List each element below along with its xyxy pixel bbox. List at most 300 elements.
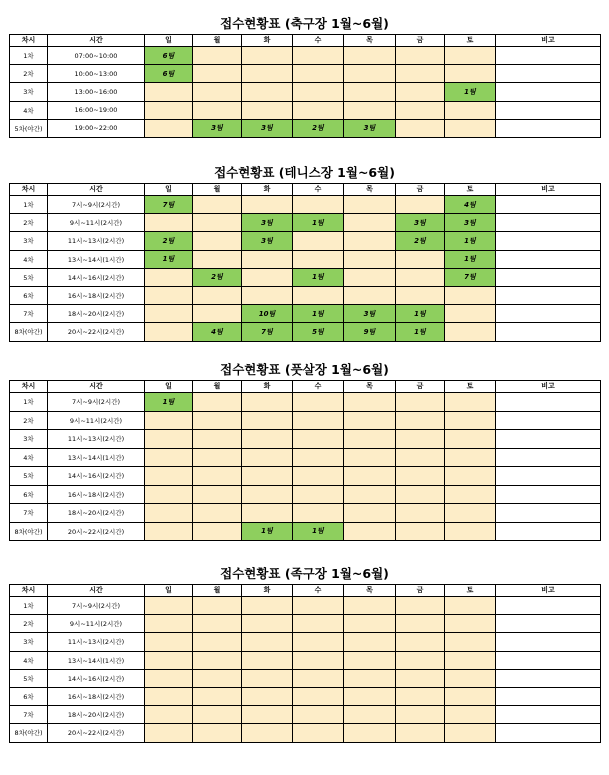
day-cell xyxy=(293,411,344,430)
note-cell xyxy=(496,485,601,504)
day-cell xyxy=(396,522,445,541)
column-header: 비고 xyxy=(496,184,601,196)
day-cell xyxy=(145,504,193,523)
slot-cell: 2차 xyxy=(10,65,48,83)
time-cell: 14시~16시(2시간) xyxy=(48,669,145,687)
day-cell xyxy=(193,411,242,430)
table-row xyxy=(10,268,601,286)
table-row xyxy=(10,485,601,504)
day-cell xyxy=(145,430,193,449)
table-row xyxy=(10,393,601,412)
note-cell xyxy=(496,393,601,412)
day-cell xyxy=(445,286,496,304)
column-header: 목 xyxy=(344,381,396,393)
day-cell xyxy=(396,706,445,724)
day-cell xyxy=(445,485,496,504)
day-cell xyxy=(344,232,396,250)
column-header: 수 xyxy=(293,184,344,196)
day-cell xyxy=(145,268,193,286)
booked-team-cell: 1팀 xyxy=(293,305,344,323)
note-cell xyxy=(496,323,601,341)
day-cell xyxy=(193,47,242,65)
day-cell xyxy=(193,83,242,101)
day-cell xyxy=(445,633,496,651)
table-row xyxy=(10,706,601,724)
day-cell xyxy=(396,286,445,304)
booked-team-cell: 3팀 xyxy=(445,214,496,232)
table-row xyxy=(10,430,601,449)
day-cell xyxy=(344,83,396,101)
time-cell: 11시~13시(2시간) xyxy=(48,430,145,449)
time-cell: 7시~9시(2시간) xyxy=(48,393,145,412)
day-cell xyxy=(193,724,242,742)
column-header: 금 xyxy=(396,35,445,47)
day-cell xyxy=(242,485,293,504)
day-cell xyxy=(193,687,242,705)
day-cell xyxy=(293,597,344,615)
booked-team-cell: 1팀 xyxy=(396,323,445,341)
table-row xyxy=(10,305,601,323)
day-cell xyxy=(445,448,496,467)
day-cell xyxy=(344,411,396,430)
day-cell xyxy=(193,467,242,486)
day-cell xyxy=(193,504,242,523)
day-cell xyxy=(445,651,496,669)
day-cell xyxy=(242,687,293,705)
day-cell xyxy=(293,724,344,742)
booked-team-cell: 1팀 xyxy=(293,214,344,232)
column-header: 월 xyxy=(193,381,242,393)
booked-team-cell: 1팀 xyxy=(293,268,344,286)
booked-team-cell: 6팀 xyxy=(145,47,193,65)
column-header: 화 xyxy=(242,585,293,597)
day-cell xyxy=(344,393,396,412)
column-header: 토 xyxy=(445,35,496,47)
slot-cell: 2차 xyxy=(10,214,48,232)
slot-cell: 1차 xyxy=(10,47,48,65)
day-cell xyxy=(396,651,445,669)
day-cell xyxy=(344,651,396,669)
day-cell xyxy=(445,411,496,430)
day-cell xyxy=(242,83,293,101)
booked-team-cell: 4팀 xyxy=(193,323,242,341)
column-header: 일 xyxy=(145,585,193,597)
column-header: 일 xyxy=(145,381,193,393)
day-cell xyxy=(242,286,293,304)
section-title: 접수현황표 (테니스장 1월~6월) xyxy=(214,165,395,180)
time-cell: 9시~11시(2시간) xyxy=(48,615,145,633)
day-cell xyxy=(445,305,496,323)
day-cell xyxy=(145,214,193,232)
time-cell: 18시~20시(2시간) xyxy=(48,504,145,523)
day-cell xyxy=(145,119,193,137)
booked-team-cell: 9팀 xyxy=(344,323,396,341)
day-cell xyxy=(242,706,293,724)
day-cell xyxy=(193,485,242,504)
booked-team-cell: 1팀 xyxy=(445,250,496,268)
slot-cell: 2차 xyxy=(10,615,48,633)
slot-cell: 4차 xyxy=(10,101,48,119)
day-cell xyxy=(344,485,396,504)
day-cell xyxy=(242,196,293,214)
time-cell: 16시~18시(2시간) xyxy=(48,485,145,504)
day-cell xyxy=(344,448,396,467)
table-row xyxy=(10,83,601,101)
slot-cell: 3차 xyxy=(10,83,48,101)
slot-cell: 7차 xyxy=(10,504,48,523)
day-cell xyxy=(293,615,344,633)
note-cell xyxy=(496,268,601,286)
slot-cell: 8차(야간) xyxy=(10,323,48,341)
day-cell xyxy=(396,250,445,268)
note-cell xyxy=(496,65,601,83)
column-header: 차시 xyxy=(10,585,48,597)
day-cell xyxy=(445,724,496,742)
booked-team-cell: 6팀 xyxy=(145,65,193,83)
day-cell xyxy=(396,47,445,65)
slot-cell: 1차 xyxy=(10,196,48,214)
column-header: 월 xyxy=(193,184,242,196)
day-cell xyxy=(293,83,344,101)
time-cell: 7시~9시(2시간) xyxy=(48,196,145,214)
note-cell xyxy=(496,651,601,669)
table-row xyxy=(10,504,601,523)
slot-cell: 4차 xyxy=(10,250,48,268)
section-title: 접수현황표 (족구장 1월~6월) xyxy=(220,566,389,581)
day-cell xyxy=(344,522,396,541)
column-header: 차시 xyxy=(10,184,48,196)
day-cell xyxy=(193,633,242,651)
note-cell xyxy=(496,250,601,268)
column-header: 비고 xyxy=(496,381,601,393)
day-cell xyxy=(242,597,293,615)
column-header: 수 xyxy=(293,381,344,393)
table-row xyxy=(10,467,601,486)
column-header: 토 xyxy=(445,381,496,393)
reception-status-section xyxy=(9,564,600,743)
table-row xyxy=(10,250,601,268)
header-row xyxy=(10,184,601,196)
day-cell xyxy=(344,504,396,523)
time-cell: 14시~16시(2시간) xyxy=(48,268,145,286)
day-cell xyxy=(242,615,293,633)
column-header: 금 xyxy=(396,381,445,393)
slot-cell: 3차 xyxy=(10,633,48,651)
day-cell xyxy=(445,615,496,633)
day-cell xyxy=(145,615,193,633)
section-title: 접수현황표 (축구장 1월~6월) xyxy=(220,16,389,31)
day-cell xyxy=(293,706,344,724)
note-cell xyxy=(496,448,601,467)
day-cell xyxy=(293,232,344,250)
day-cell xyxy=(396,119,445,137)
day-cell xyxy=(293,430,344,449)
column-header: 목 xyxy=(344,184,396,196)
time-cell: 18시~20시(2시간) xyxy=(48,706,145,724)
section-title: 접수현황표 (풋살장 1월~6월) xyxy=(220,362,389,377)
slot-cell: 1차 xyxy=(10,597,48,615)
day-cell xyxy=(396,633,445,651)
column-header: 목 xyxy=(344,35,396,47)
column-header: 시간 xyxy=(48,35,145,47)
day-cell xyxy=(293,448,344,467)
day-cell xyxy=(242,724,293,742)
day-cell xyxy=(396,485,445,504)
day-cell xyxy=(145,101,193,119)
day-cell xyxy=(445,101,496,119)
day-cell xyxy=(396,687,445,705)
note-cell xyxy=(496,430,601,449)
column-header: 화 xyxy=(242,35,293,47)
time-cell: 19:00~22:00 xyxy=(48,119,145,137)
note-cell xyxy=(496,615,601,633)
note-cell xyxy=(496,214,601,232)
time-cell: 9시~11시(2시간) xyxy=(48,411,145,430)
day-cell xyxy=(396,268,445,286)
day-cell xyxy=(145,706,193,724)
day-cell xyxy=(145,448,193,467)
table-row xyxy=(10,448,601,467)
column-header: 시간 xyxy=(48,381,145,393)
day-cell xyxy=(344,430,396,449)
column-header: 토 xyxy=(445,184,496,196)
reception-table xyxy=(9,34,601,138)
day-cell xyxy=(344,286,396,304)
day-cell xyxy=(145,522,193,541)
day-cell xyxy=(344,250,396,268)
table-row xyxy=(10,597,601,615)
time-cell: 20시~22시(2시간) xyxy=(48,323,145,341)
booked-team-cell: 3팀 xyxy=(242,214,293,232)
day-cell xyxy=(145,687,193,705)
table-row xyxy=(10,669,601,687)
day-cell xyxy=(145,724,193,742)
day-cell xyxy=(344,615,396,633)
day-cell xyxy=(396,430,445,449)
day-cell xyxy=(293,504,344,523)
day-cell xyxy=(445,706,496,724)
note-cell xyxy=(496,101,601,119)
day-cell xyxy=(242,430,293,449)
day-cell xyxy=(344,597,396,615)
day-cell xyxy=(193,448,242,467)
column-header: 시간 xyxy=(48,184,145,196)
note-cell xyxy=(496,196,601,214)
day-cell xyxy=(193,522,242,541)
column-header: 목 xyxy=(344,585,396,597)
slot-cell: 6차 xyxy=(10,687,48,705)
booked-team-cell: 1팀 xyxy=(445,83,496,101)
day-cell xyxy=(396,669,445,687)
time-cell: 11시~13시(2시간) xyxy=(48,232,145,250)
time-cell: 20시~22시(2시간) xyxy=(48,724,145,742)
booked-team-cell: 3팀 xyxy=(344,305,396,323)
reception-table xyxy=(9,380,601,541)
column-header: 월 xyxy=(193,585,242,597)
day-cell xyxy=(396,101,445,119)
column-header: 비고 xyxy=(496,35,601,47)
table-row xyxy=(10,724,601,742)
day-cell xyxy=(242,393,293,412)
day-cell xyxy=(396,411,445,430)
day-cell xyxy=(293,633,344,651)
day-cell xyxy=(193,196,242,214)
day-cell xyxy=(242,504,293,523)
day-cell xyxy=(445,504,496,523)
day-cell xyxy=(293,467,344,486)
day-cell xyxy=(242,448,293,467)
column-header: 토 xyxy=(445,585,496,597)
day-cell xyxy=(193,101,242,119)
day-cell xyxy=(242,651,293,669)
day-cell xyxy=(242,268,293,286)
note-cell xyxy=(496,706,601,724)
day-cell xyxy=(344,467,396,486)
time-cell: 10:00~13:00 xyxy=(48,65,145,83)
day-cell xyxy=(193,651,242,669)
note-cell xyxy=(496,633,601,651)
table-row xyxy=(10,47,601,65)
table-row xyxy=(10,633,601,651)
day-cell xyxy=(293,101,344,119)
header-row xyxy=(10,381,601,393)
time-cell: 11시~13시(2시간) xyxy=(48,633,145,651)
day-cell xyxy=(242,633,293,651)
booked-team-cell: 1팀 xyxy=(242,522,293,541)
day-cell xyxy=(293,651,344,669)
note-cell xyxy=(496,522,601,541)
slot-cell: 7차 xyxy=(10,305,48,323)
note-cell xyxy=(496,687,601,705)
column-header: 수 xyxy=(293,585,344,597)
slot-cell: 3차 xyxy=(10,430,48,449)
day-cell xyxy=(193,597,242,615)
day-cell xyxy=(242,467,293,486)
day-cell xyxy=(344,196,396,214)
table-row xyxy=(10,214,601,232)
slot-cell: 3차 xyxy=(10,232,48,250)
day-cell xyxy=(344,65,396,83)
day-cell xyxy=(293,250,344,268)
day-cell xyxy=(193,706,242,724)
day-cell xyxy=(193,250,242,268)
day-cell xyxy=(242,47,293,65)
day-cell xyxy=(445,47,496,65)
note-cell xyxy=(496,47,601,65)
day-cell xyxy=(193,286,242,304)
day-cell xyxy=(445,597,496,615)
day-cell xyxy=(396,448,445,467)
table-row xyxy=(10,615,601,633)
column-header: 화 xyxy=(242,381,293,393)
note-cell xyxy=(496,83,601,101)
day-cell xyxy=(396,615,445,633)
note-cell xyxy=(496,467,601,486)
booked-team-cell: 3팀 xyxy=(242,232,293,250)
table-row xyxy=(10,323,601,341)
day-cell xyxy=(193,615,242,633)
day-cell xyxy=(344,669,396,687)
booked-team-cell: 5팀 xyxy=(293,323,344,341)
column-header: 월 xyxy=(193,35,242,47)
day-cell xyxy=(344,47,396,65)
booked-team-cell: 2팀 xyxy=(145,232,193,250)
day-cell xyxy=(344,101,396,119)
day-cell xyxy=(445,669,496,687)
day-cell xyxy=(396,467,445,486)
time-cell: 9시~11시(2시간) xyxy=(48,214,145,232)
time-cell: 13시~14시(1시간) xyxy=(48,448,145,467)
day-cell xyxy=(396,65,445,83)
time-cell: 20시~22시(2시간) xyxy=(48,522,145,541)
booked-team-cell: 1팀 xyxy=(396,305,445,323)
day-cell xyxy=(344,687,396,705)
day-cell xyxy=(145,305,193,323)
column-header: 차시 xyxy=(10,381,48,393)
day-cell xyxy=(242,65,293,83)
day-cell xyxy=(193,232,242,250)
day-cell xyxy=(145,669,193,687)
day-cell xyxy=(242,411,293,430)
slot-cell: 5차 xyxy=(10,467,48,486)
booked-team-cell: 7팀 xyxy=(445,268,496,286)
note-cell xyxy=(496,504,601,523)
day-cell xyxy=(445,687,496,705)
table-row xyxy=(10,522,601,541)
note-cell xyxy=(496,669,601,687)
reception-status-section xyxy=(9,360,600,541)
column-header: 화 xyxy=(242,184,293,196)
table-row xyxy=(10,101,601,119)
day-cell xyxy=(145,411,193,430)
table-row xyxy=(10,65,601,83)
slot-cell: 5차 xyxy=(10,268,48,286)
day-cell xyxy=(344,633,396,651)
day-cell xyxy=(293,393,344,412)
table-row xyxy=(10,119,601,137)
day-cell xyxy=(445,323,496,341)
day-cell xyxy=(293,286,344,304)
note-cell xyxy=(496,411,601,430)
note-cell xyxy=(496,119,601,137)
time-cell: 7시~9시(2시간) xyxy=(48,597,145,615)
column-header: 차시 xyxy=(10,35,48,47)
day-cell xyxy=(293,47,344,65)
column-header: 수 xyxy=(293,35,344,47)
day-cell xyxy=(293,669,344,687)
column-header: 시간 xyxy=(48,585,145,597)
day-cell xyxy=(145,651,193,669)
time-cell: 16시~18시(2시간) xyxy=(48,286,145,304)
time-cell: 14시~16시(2시간) xyxy=(48,467,145,486)
day-cell xyxy=(145,597,193,615)
booked-team-cell: 4팀 xyxy=(445,196,496,214)
booked-team-cell: 10팀 xyxy=(242,305,293,323)
day-cell xyxy=(445,65,496,83)
booked-team-cell: 2팀 xyxy=(193,268,242,286)
time-cell: 16시~18시(2시간) xyxy=(48,687,145,705)
day-cell xyxy=(445,393,496,412)
note-cell xyxy=(496,232,601,250)
booked-team-cell: 1팀 xyxy=(445,232,496,250)
day-cell xyxy=(445,119,496,137)
day-cell xyxy=(145,286,193,304)
day-cell xyxy=(396,724,445,742)
slot-cell: 2차 xyxy=(10,411,48,430)
day-cell xyxy=(293,196,344,214)
booked-team-cell: 3팀 xyxy=(396,214,445,232)
day-cell xyxy=(242,101,293,119)
